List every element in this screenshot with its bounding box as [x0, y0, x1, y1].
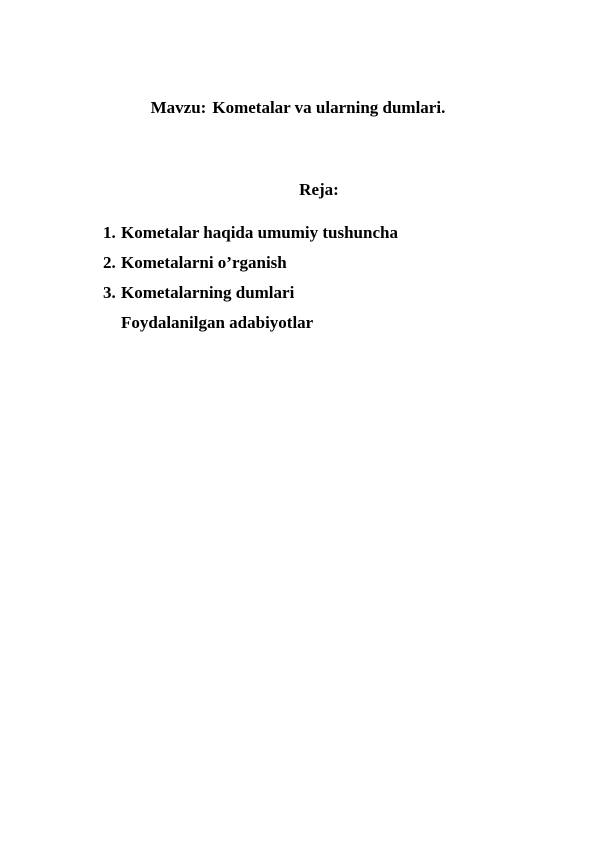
plan-item-number: 1.: [103, 223, 116, 242]
topic-text: Kometalar va ularning dumlari.: [212, 98, 446, 117]
plan-item-number: 2.: [103, 253, 116, 272]
plan-item-text: Kometalarning dumlari: [121, 283, 295, 302]
plan-list: [103, 221, 398, 341]
plan-item-text: Kometalarni o’rganish: [121, 253, 287, 272]
plan-item: [103, 251, 398, 281]
plan-item-text: Kometalar haqida umumiy tushuncha: [121, 223, 398, 242]
plan-item-number: 3.: [103, 283, 116, 302]
plan-heading: Reja:: [299, 180, 339, 199]
plan-item: [103, 221, 398, 251]
topic-label: Mavzu:: [150, 98, 207, 117]
plan-item: [103, 311, 398, 341]
document-title: [0, 98, 596, 118]
plan-item-text: Foydalanilgan adabiyotlar: [121, 313, 314, 332]
plan-item: [103, 281, 398, 311]
